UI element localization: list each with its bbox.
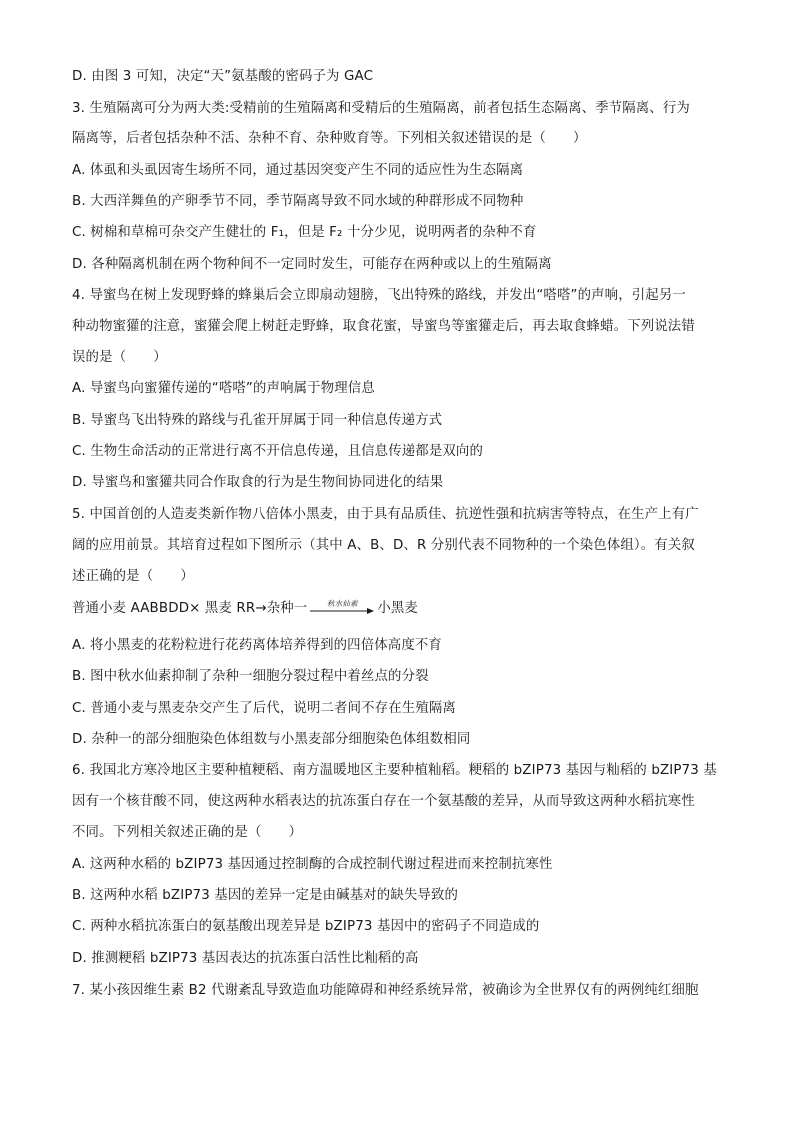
- q2-option-d: D. 由图 3 可知，决定“天”氨基酸的密码子为 GAC: [72, 69, 374, 84]
- q5-option-b: B. 图中秋水仙素抑制了杂种一细胞分裂过程中着丝点的分裂: [72, 669, 429, 684]
- formula-suffix: 小黑麦: [377, 601, 418, 616]
- q4-stem-line3: 误的是（ ）: [72, 350, 167, 365]
- q3-option-b: B. 大西洋舞鱼的产卵季节不同，季节隔离导致不同水域的种群形成不同物种: [72, 194, 524, 209]
- q5-option-c: C. 普通小麦与黑麦杂交产生了后代，说明二者间不存在生殖隔离: [72, 701, 456, 716]
- formula-prefix: 普通小麦 AABBDD× 黑麦 RR→杂种一: [72, 601, 308, 616]
- q3-stem-line2: 隔离等，后者包括杂种不活、杂种不育、杂种败育等。下列相关叙述错误的是（ ）: [72, 131, 587, 146]
- q5-stem-line2: 阔的应用前景。其培育过程如下图所示（其中 A、B、D、R 分别代表不同物种的一个染色体组）。有关叙: [72, 538, 695, 553]
- q4-option-c: C. 生物生命活动的正常进行离不开信息传递，且信息传递都是双向的: [72, 444, 483, 459]
- q4-stem-line1: 4. 导蜜鸟在树上发现野蜂的蜂巢后会立即扇动翅膀，飞出特殊的路线，并发出“嗒嗒”的声响，引起另一: [72, 288, 686, 303]
- q6-stem-line2: 因有一个核苷酸不同，使这两种水稻表达的抗冻蛋白存在一个氨基酸的差异，从而导致这两种水稻抗寒性: [72, 794, 695, 809]
- q6-option-c: C. 两种水稻抗冻蛋白的氨基酸出现差异是 bZIP73 基因中的密码子不同造成的: [72, 919, 540, 934]
- q4-option-d: D. 导蜜鸟和蜜獾共同合作取食的行为是生物间协同进化的结果: [72, 475, 444, 490]
- q4-stem-line2: 种动物蜜獾的注意，蜜獾会爬上树赶走野蜂，取食花蜜，导蜜鸟等蜜獾走后，再去取食蜂蜡。下列说法错: [72, 319, 695, 334]
- q6-option-d: D. 推测粳稻 bZIP73 基因表达的抗冻蛋白活性比籼稻的高: [72, 951, 419, 966]
- q5-option-a: A. 将小黑麦的花粉粒进行花药离体培养得到的四倍体高度不育: [72, 638, 442, 653]
- q3-stem-line1: 3. 生殖隔离可分为两大类:受精前的生殖隔离和受精后的生殖隔离，前者包括生态隔离、季节隔离、行为: [72, 101, 690, 116]
- q4-option-b: B. 导蜜鸟飞出特殊的路线与孔雀开屏属于同一种信息传递方式: [72, 413, 443, 428]
- arrow-icon: [309, 607, 375, 615]
- q3-option-d: D. 各种隔离机制在两个物种间不一定同时发生，可能存在两种或以上的生殖隔离: [72, 257, 552, 272]
- q3-option-a: A. 体虱和头虱因寄生场所不同，通过基因突变产生不同的适应性为生态隔离: [72, 163, 524, 178]
- q6-stem-line3: 不同。下列相关叙述正确的是（ ）: [72, 825, 303, 840]
- q5-stem-line3: 述正确的是（ ）: [72, 569, 194, 584]
- q5-stem-line1: 5. 中国首创的人造麦类新作物八倍体小黑麦，由于具有品质佳、抗逆性强和抗病害等特点，在生产上有广: [72, 507, 699, 522]
- q5-option-d: D. 杂种一的部分细胞染色体组数与小黑麦部分细胞染色体组数相同: [72, 732, 471, 747]
- arrow-label: 秋水仙素: [327, 599, 358, 608]
- q6-option-b: B. 这两种水稻 bZIP73 基因的差异一定是由碱基对的缺失导致的: [72, 888, 459, 903]
- q3-option-c: C. 树棉和草棉可杂交产生健壮的 F₁，但是 F₂ 十分少见，说明两者的杂种不育: [72, 225, 537, 240]
- reaction-arrow: [309, 600, 375, 618]
- q4-option-a: A. 导蜜鸟向蜜獾传递的“嗒嗒”的声响属于物理信息: [72, 381, 375, 396]
- breeding-formula: [72, 600, 726, 618]
- q7-stem-line1: 7. 某小孩因维生素 B2 代谢紊乱导致造血功能障碍和神经系统异常，被确诊为全世界仅有的两例纯红细胞: [72, 983, 699, 998]
- q6-stem-line1: 6. 我国北方寒冷地区主要种植粳稻、南方温暖地区主要种植籼稻。粳稻的 bZIP73 基因与籼稻的 bZIP73 基: [72, 763, 717, 778]
- q6-option-a: A. 这两种水稻的 bZIP73 基因通过控制酶的合成控制代谢过程进而来控制抗寒性: [72, 857, 553, 872]
